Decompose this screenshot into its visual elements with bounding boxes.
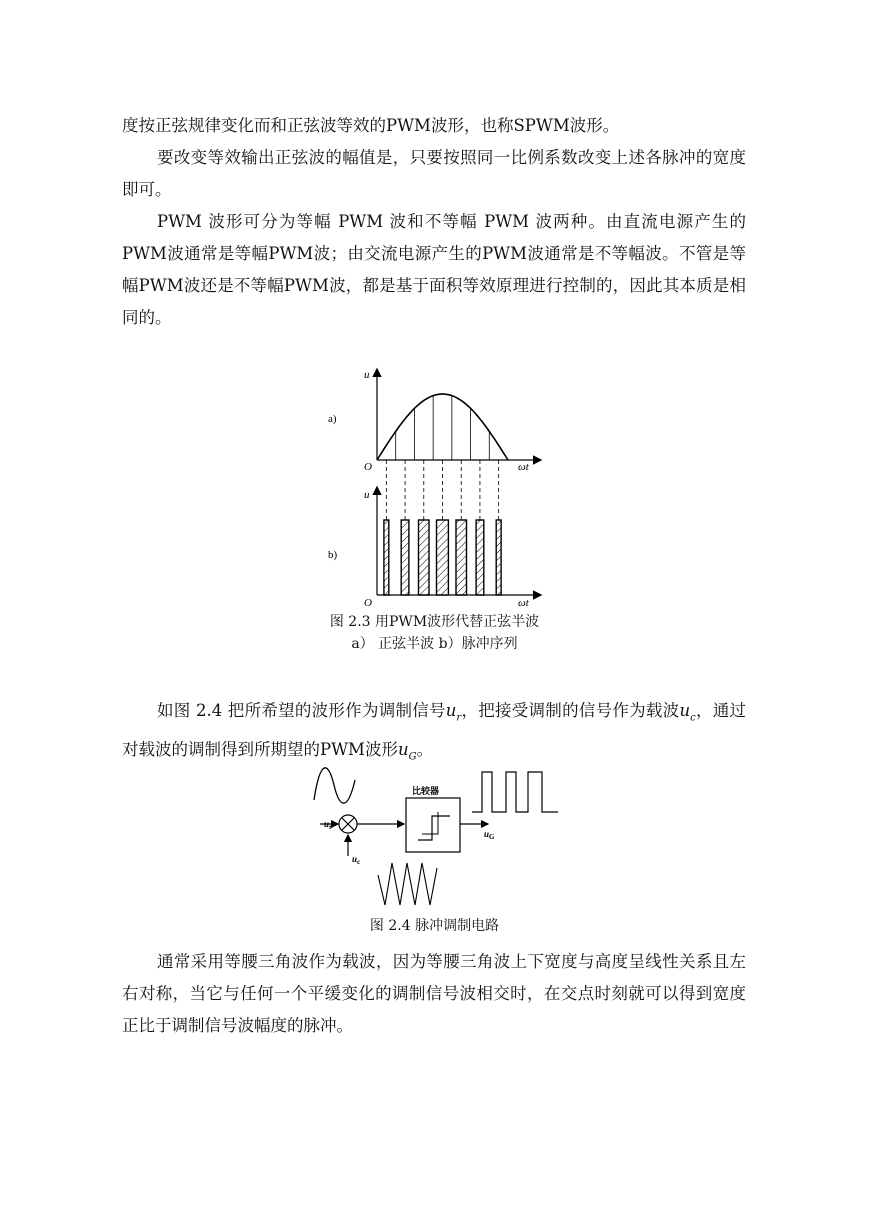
symbol-ug: $u_G$ bbox=[397, 740, 417, 763]
axis-wt-bottom: ωt bbox=[518, 597, 529, 609]
p4-text-2: ，把接受调制的信号作为载波 bbox=[461, 701, 680, 720]
symbol-ur: $u_r$ bbox=[445, 701, 462, 724]
origin-bottom: O bbox=[364, 597, 372, 609]
pwm-pulse bbox=[496, 520, 501, 595]
figure-2-3-subcaption: a） 正弦半波 b）脉冲序列 bbox=[351, 636, 518, 652]
pwm-pulse bbox=[456, 520, 467, 595]
symbol-uc: $u_c$ bbox=[679, 701, 696, 724]
paragraph-1: 度按正弦规律变化而和正弦波等效的PWM波形，也称SPWM波形。 bbox=[122, 116, 620, 135]
paragraph-2: 要改变等效输出正弦波的幅值是，只要按照同一比例系数改变上述各脉冲的宽度即可。 bbox=[122, 148, 746, 199]
comparator-block bbox=[406, 798, 460, 852]
figure-2-3 bbox=[320, 362, 560, 612]
p4-text-4: 。 bbox=[416, 740, 434, 760]
pulse-sequence bbox=[384, 460, 501, 595]
pwm-pulse bbox=[419, 520, 430, 595]
pwm-pulse bbox=[476, 520, 484, 595]
comparator-label: 比较器 bbox=[412, 786, 440, 796]
figure-2-3-caption: 图 2.3 用PWM波形代替正弦半波 bbox=[329, 614, 540, 630]
p4-text-3: ，通过对载波的调制得到所期望的PWM波形 bbox=[122, 701, 747, 760]
output-pulse-train bbox=[472, 772, 558, 812]
sine-half-wave bbox=[377, 394, 508, 460]
carrier-label-uc: $u_c$ bbox=[352, 854, 361, 866]
axis-u-top: u bbox=[364, 369, 370, 381]
sine-curve bbox=[377, 394, 508, 460]
pwm-pulse bbox=[401, 520, 409, 595]
pwm-pulse bbox=[384, 520, 389, 595]
label-b: b) bbox=[328, 549, 338, 561]
modulating-sine-wave bbox=[314, 768, 355, 803]
paragraph-5: 通常采用等腰三角波作为载波，因为等腰三角波上下宽度与高度呈线性关系且左右对称，当它与任何一个平缓变化的调制信号波相交时，在交点时刻就可以得到宽度正比于调制信号波幅度的脉冲。 bbox=[122, 952, 746, 1035]
figure-2-4-caption: 图 2.4 脉冲调制电路 bbox=[369, 918, 500, 934]
p4-text-1: 如图 2.4 把所希望的波形作为调制信号 bbox=[157, 701, 446, 720]
label-a: a) bbox=[328, 413, 337, 425]
pwm-pulse bbox=[437, 520, 449, 595]
input-label-ur: $u_r$ bbox=[324, 819, 333, 831]
figure-2-4 bbox=[300, 760, 570, 910]
triangle-carrier-wave bbox=[378, 863, 437, 905]
origin-top: O bbox=[364, 461, 372, 473]
axis-wt-top: ωt bbox=[518, 461, 529, 473]
axis-u-bottom: u bbox=[364, 489, 370, 501]
output-label-ug: $u_G$ bbox=[484, 829, 495, 841]
paragraph-3: PWM 波形可分为等幅 PWM 波和不等幅 PWM 波两种。由直流电源产生的PWM波通常是等幅PWM波；由交流电源产生的PWM波通常是不等幅波。不管是等幅PWM波还是不等幅PWM波，都是基于面积等效原理进行控制的，因此其本质是相同的。 bbox=[122, 212, 746, 327]
